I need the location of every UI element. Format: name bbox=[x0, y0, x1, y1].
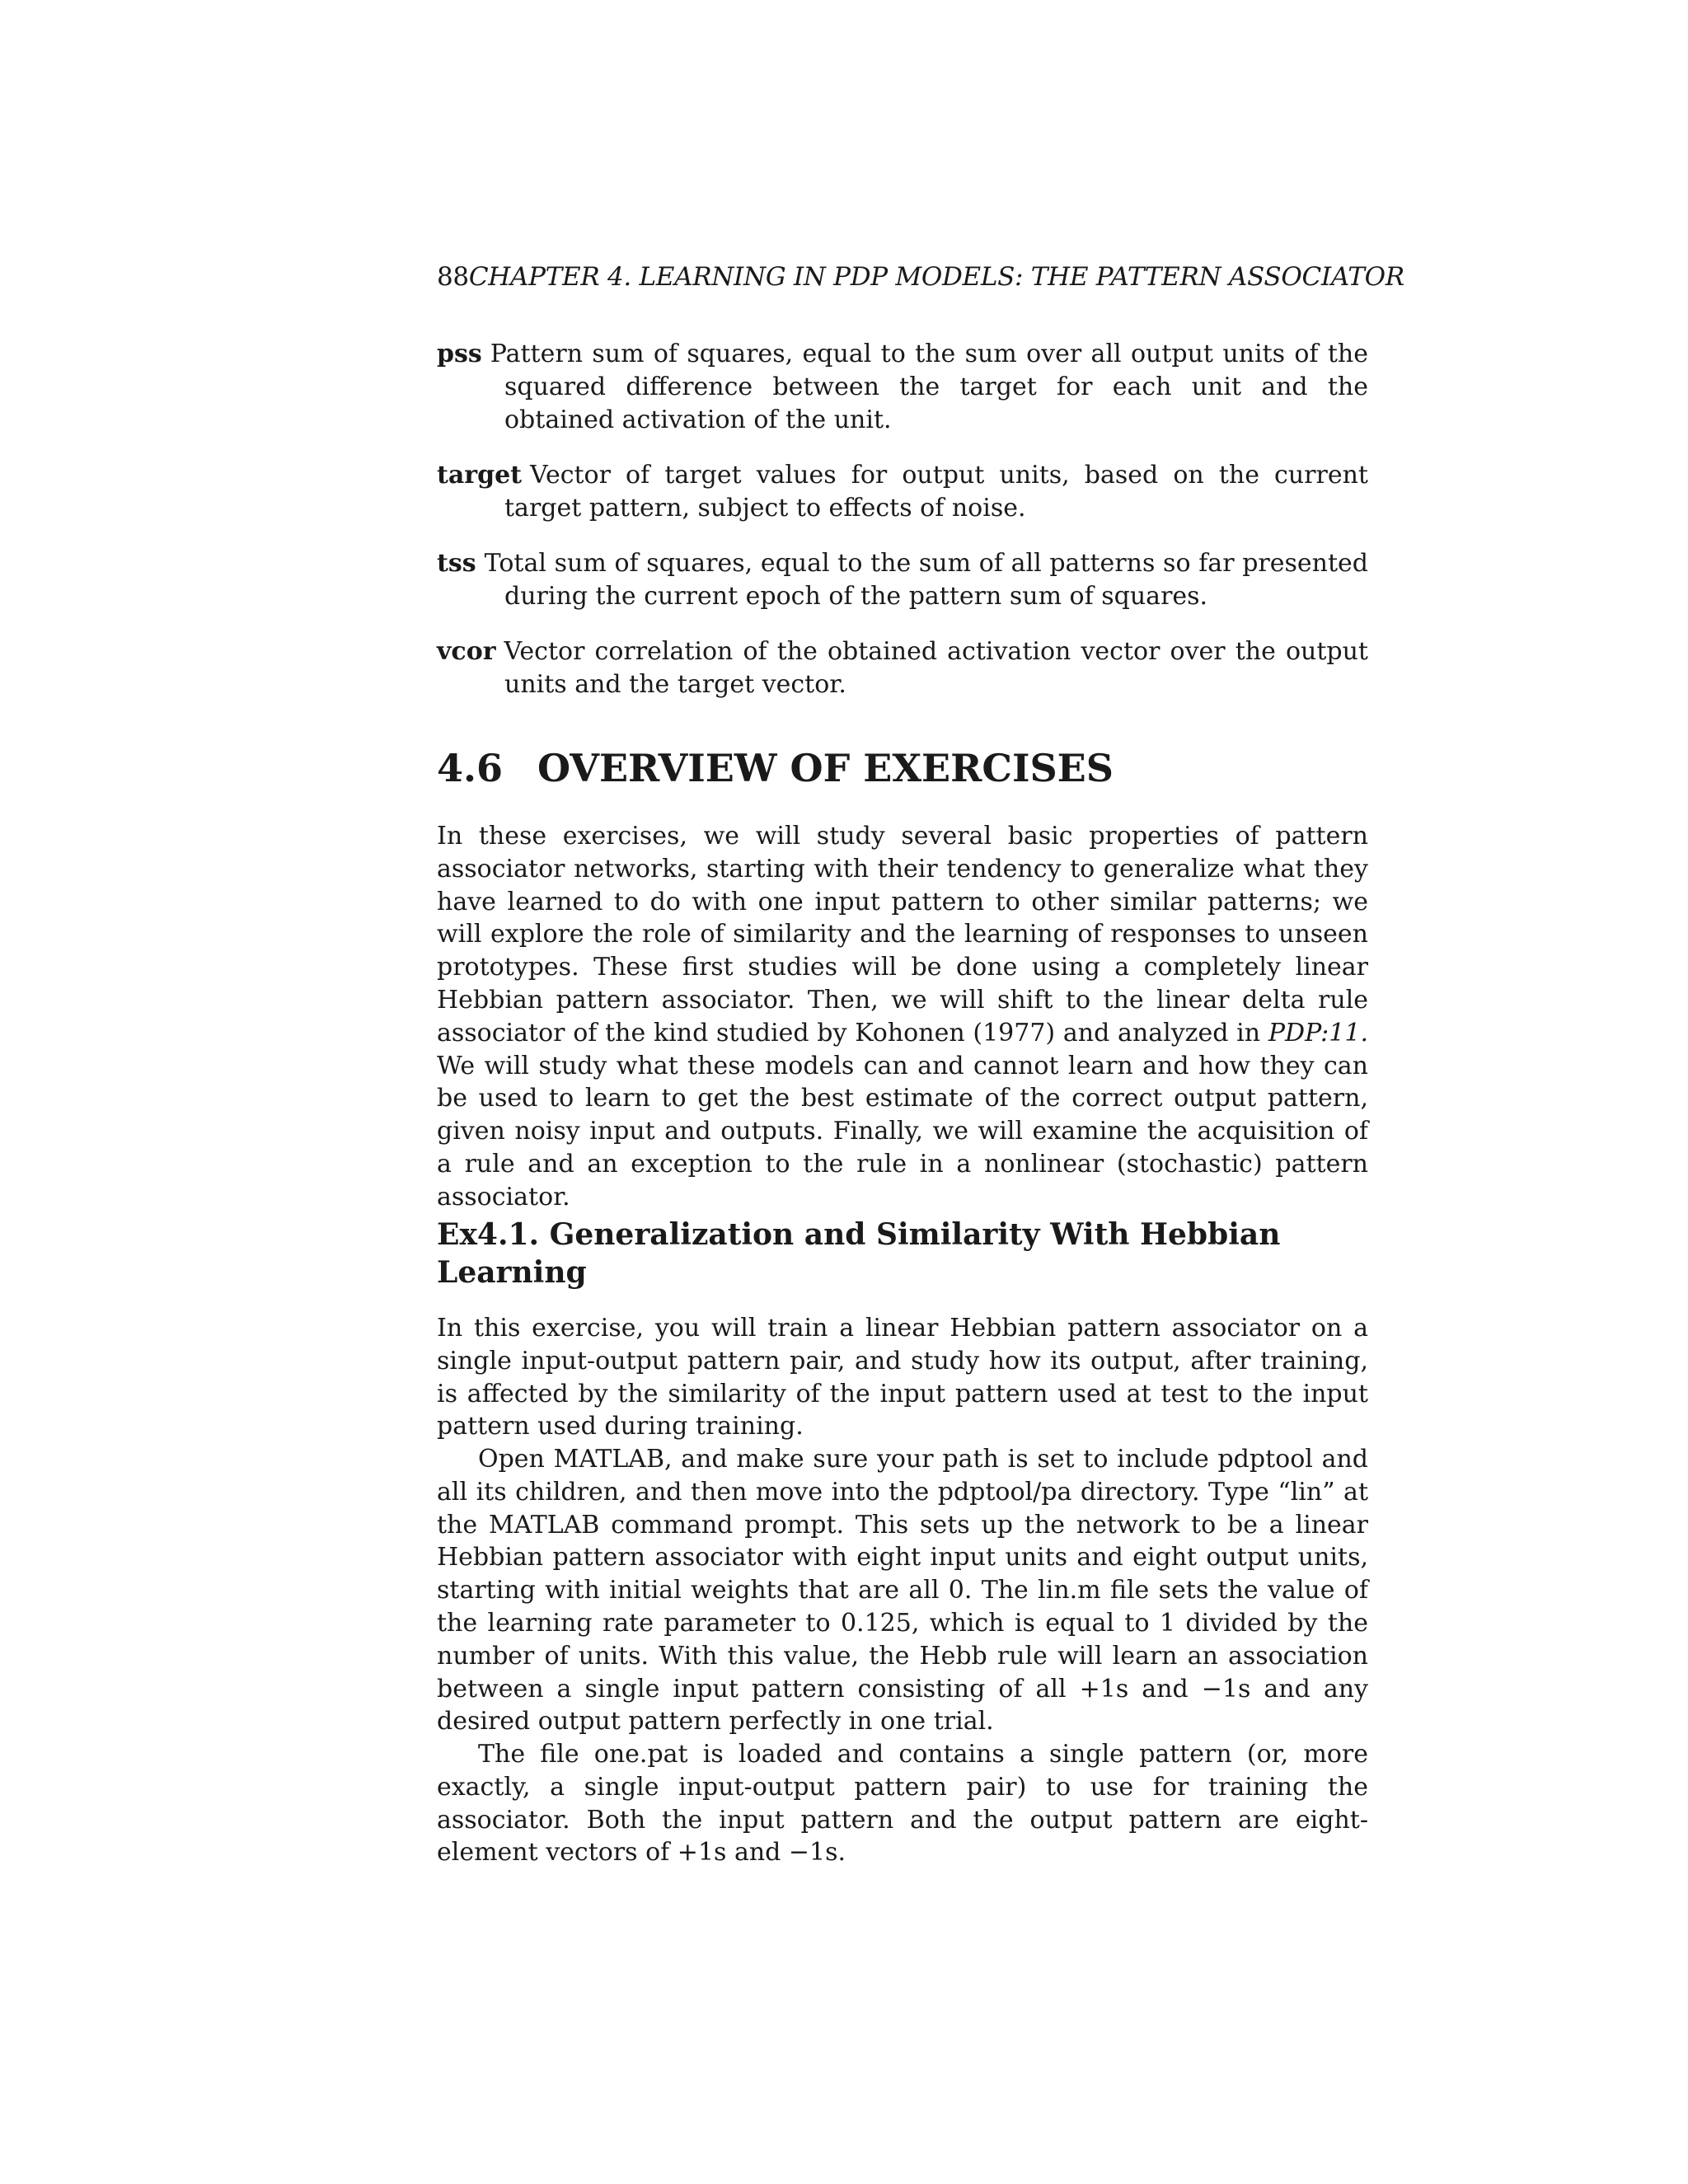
glossary-entry-pss bbox=[437, 338, 1368, 437]
section-title: OVERVIEW OF EXERCISES bbox=[537, 746, 1114, 790]
subsection-paragraph-2: Open MATLAB, and make sure your path is set to include pdptool and all its children, and then move into the pdptool/pa directory. Type “lin” at the MATLAB command prompt. This sets up the network to be a linear Hebbian pattern associator with eight input units and eight output units, starting with initial weights that are all 0. The lin.m file sets the value of the learning rate parameter to 0.125, which is equal to 1 divided by the number of units. With this value, the Hebb rule will learn an association between a single input pattern consisting of all +1s and −1s and any desired output pattern perfectly in one trial. bbox=[437, 1445, 1368, 1736]
glossary-term: pss bbox=[437, 340, 482, 368]
glossary-entry-target bbox=[437, 459, 1368, 525]
glossary-definition: Vector correlation of the obtained activation vector over the output units and the target vector. bbox=[504, 637, 1368, 699]
glossary-definition: Pattern sum of squares, equal to the sum over all output units of the squared difference between the target for each unit and the obtained activation of the unit. bbox=[490, 340, 1368, 434]
subsection-heading: Ex4.1. Generalization and Similarity With Hebbian Learning bbox=[437, 1217, 1281, 1290]
section-intro-paragraph bbox=[437, 820, 1368, 1214]
intro-reference: PDP:11. bbox=[1268, 1018, 1368, 1047]
intro-text-continued: We will study what these models can and cannot learn and how they can be used to learn to get the best estimate of the correct output pattern, given noisy input and outputs. Finally, we will examine the acquisition of a rule and an exception to the rule in a nonlinear (stochastic) pattern associator. bbox=[437, 1051, 1368, 1212]
glossary-entry-tss bbox=[437, 547, 1368, 613]
intro-text: In these exercises, we will study several basic properties of pattern associator networks, starting with their tendency to generalize what they have learned to do with one input pattern to other similar patterns; we will explore the role of similarity and the learning of responses to unseen prototypes. These first studies will be done using a completely linear Hebbian pattern associator. Then, we will shift to the linear delta rule associator of the kind studied by Kohonen (1977) and analyzed in bbox=[437, 822, 1368, 1047]
page-number: 88 bbox=[437, 262, 469, 292]
subsection-paragraph-3: The file one.pat is loaded and contains a single pattern (or, more exactly, a single input-output pattern pair) to use for training the associator. Both the input pattern and the output pattern are eight-element vectors of +1s and −1s. bbox=[437, 1740, 1368, 1868]
glossary-term: target bbox=[437, 461, 523, 490]
glossary-definition: Vector of target values for output units, based on the current target pattern, subject to effects of noise. bbox=[504, 461, 1368, 523]
chapter-title: CHAPTER 4. LEARNING IN PDP MODELS: THE PATTERN ASSOCIATOR bbox=[468, 262, 1404, 292]
section-heading bbox=[437, 746, 1114, 790]
glossary-definition: Total sum of squares, equal to the sum of all patterns so far presented during the current epoch of the pattern sum of squares. bbox=[484, 549, 1368, 611]
glossary-term: vcor bbox=[437, 637, 496, 666]
glossary-entry-vcor bbox=[437, 635, 1368, 701]
subsection-paragraph-1: In this exercise, you will train a linear Hebbian pattern associator on a single input-output pattern pair, and study how its output, after training, is affected by the similarity of the input pattern used at test to the input pattern used during training. bbox=[437, 1314, 1368, 1441]
glossary-term: tss bbox=[437, 549, 476, 578]
section-number: 4.6 bbox=[437, 746, 504, 790]
running-head bbox=[437, 262, 1409, 292]
